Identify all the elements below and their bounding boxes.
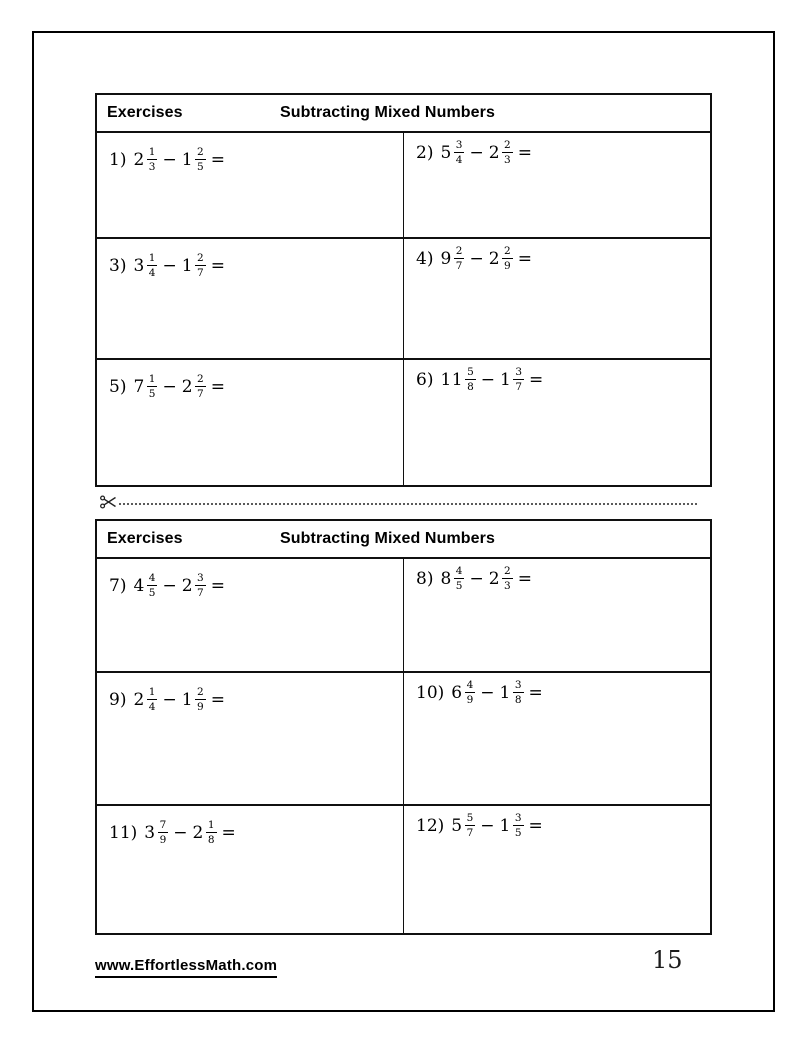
whole-number: 2 <box>133 149 145 170</box>
mixed-number-subtrahend <box>181 373 208 400</box>
problem-cell <box>403 237 710 358</box>
equals-sign: = <box>528 682 543 703</box>
equals-sign: = <box>517 142 532 163</box>
problem-cell <box>403 804 710 933</box>
fraction <box>513 813 524 838</box>
fraction <box>195 374 206 399</box>
mixed-number-minuend <box>133 686 159 713</box>
fraction-denominator: 5 <box>514 826 522 839</box>
exercise-table-bottom <box>95 519 712 935</box>
fraction-denominator: 4 <box>148 266 156 279</box>
fraction-numerator: 4 <box>455 565 463 577</box>
fraction-numerator: 1 <box>148 146 156 158</box>
problem-cell <box>403 559 710 671</box>
whole-number: 2 <box>133 689 145 710</box>
problem-cell <box>97 358 403 485</box>
whole-number: 1 <box>181 255 194 276</box>
whole-number: 6 <box>451 682 463 703</box>
mixed-number-subtrahend <box>181 686 208 713</box>
whole-number: 1 <box>181 149 194 170</box>
fraction-numerator: 3 <box>197 572 204 584</box>
problem-grid <box>97 133 710 485</box>
exercise-table-top <box>95 93 712 487</box>
whole-number: 1 <box>500 369 512 390</box>
fraction-numerator: 2 <box>197 373 204 385</box>
whole-number: 2 <box>488 142 501 163</box>
fraction-numerator: 2 <box>504 139 511 151</box>
problem-number: 6) <box>416 369 434 390</box>
mixed-number-minuend <box>440 565 466 592</box>
minus-operator: − <box>480 815 495 836</box>
fraction <box>502 140 513 165</box>
fraction <box>454 246 465 271</box>
whole-number: 2 <box>181 575 194 596</box>
fraction-denominator: 9 <box>466 693 474 706</box>
worksheet-title: Subtracting Mixed Numbers <box>280 530 495 547</box>
fraction-denominator: 9 <box>504 259 511 272</box>
fraction <box>513 367 524 392</box>
fraction-numerator: 3 <box>514 679 522 691</box>
minus-operator: − <box>162 689 177 710</box>
problem-cell <box>403 133 710 237</box>
minus-operator: − <box>162 376 177 397</box>
fraction-numerator: 1 <box>207 819 215 831</box>
mixed-number-subtrahend <box>181 572 208 599</box>
equals-sign: = <box>210 149 225 170</box>
fraction-denominator: 5 <box>148 586 156 599</box>
whole-number: 2 <box>181 376 194 397</box>
whole-number: 9 <box>440 248 452 269</box>
fraction <box>513 680 524 705</box>
problem-number: 10) <box>416 682 445 703</box>
fraction-numerator: 4 <box>466 679 474 691</box>
fraction-numerator: 2 <box>197 686 204 698</box>
fraction-denominator: 5 <box>197 160 204 173</box>
dotted-cut-line <box>119 503 697 505</box>
whole-number: 5 <box>451 815 463 836</box>
mixed-number-subtrahend <box>488 565 515 592</box>
fraction-denominator: 7 <box>455 259 463 272</box>
problem-cell <box>97 237 403 358</box>
mixed-number-minuend <box>451 812 477 839</box>
mixed-number-minuend <box>133 146 159 173</box>
problem-cell <box>97 559 403 671</box>
fraction <box>147 374 158 399</box>
problem-number: 12) <box>416 815 445 836</box>
fraction-numerator: 2 <box>504 565 511 577</box>
problem-cell <box>97 133 403 237</box>
problem-cell <box>403 671 710 804</box>
problem-cell <box>403 358 710 485</box>
problem-number: 3) <box>109 255 127 276</box>
fraction <box>195 573 206 598</box>
mixed-number-minuend <box>440 366 477 393</box>
mixed-number-subtrahend <box>500 366 526 393</box>
minus-operator: − <box>469 568 484 589</box>
whole-number: 11 <box>440 369 464 390</box>
fraction <box>158 820 169 845</box>
mixed-number-subtrahend <box>181 146 208 173</box>
fraction-denominator: 8 <box>467 380 474 393</box>
fraction <box>147 253 158 278</box>
fraction-denominator: 8 <box>514 693 522 706</box>
fraction-numerator: 3 <box>514 812 522 824</box>
whole-number: 2 <box>488 248 501 269</box>
fraction <box>147 573 158 598</box>
table-header <box>97 95 710 133</box>
mixed-number-subtrahend <box>181 252 208 279</box>
fraction-denominator: 4 <box>455 153 463 166</box>
mixed-number-minuend <box>440 245 466 272</box>
fraction <box>465 367 476 392</box>
fraction-denominator: 9 <box>197 700 204 713</box>
cut-here-line <box>100 494 697 510</box>
minus-operator: − <box>469 142 484 163</box>
equals-sign: = <box>221 822 236 843</box>
minus-operator: − <box>469 248 484 269</box>
fraction <box>195 687 206 712</box>
problem-number: 4) <box>416 248 434 269</box>
mixed-number-minuend <box>133 252 159 279</box>
whole-number: 7 <box>133 376 145 397</box>
fraction-numerator: 3 <box>455 139 463 151</box>
fraction-numerator: 5 <box>467 366 474 378</box>
problem-number: 11) <box>109 822 138 843</box>
fraction <box>195 253 206 278</box>
fraction <box>147 147 158 172</box>
fraction-numerator: 1 <box>148 686 156 698</box>
fraction <box>454 566 465 591</box>
worksheet-title: Subtracting Mixed Numbers <box>280 104 495 121</box>
fraction-numerator: 1 <box>148 252 156 264</box>
problem-number: 7) <box>109 575 127 596</box>
scissors-icon <box>100 495 117 509</box>
fraction-denominator: 4 <box>148 700 156 713</box>
fraction-numerator: 4 <box>148 572 156 584</box>
problem-number: 2) <box>416 142 434 163</box>
fraction-denominator: 3 <box>148 160 156 173</box>
whole-number: 2 <box>488 568 501 589</box>
fraction <box>465 813 476 838</box>
fraction-denominator: 7 <box>197 586 204 599</box>
equals-sign: = <box>528 815 543 836</box>
minus-operator: − <box>480 369 496 390</box>
fraction-denominator: 7 <box>197 266 204 279</box>
problem-number: 1) <box>109 149 127 170</box>
exercises-label: Exercises <box>107 104 183 121</box>
fraction <box>465 680 476 705</box>
whole-number: 2 <box>192 822 204 843</box>
fraction <box>502 246 513 271</box>
fraction-numerator: 7 <box>159 819 167 831</box>
problem-number: 8) <box>416 568 434 589</box>
equals-sign: = <box>517 568 532 589</box>
minus-operator: − <box>162 575 177 596</box>
mixed-number-minuend <box>133 572 159 599</box>
whole-number: 1 <box>499 815 511 836</box>
fraction <box>502 566 513 591</box>
whole-number: 8 <box>440 568 452 589</box>
equals-sign: = <box>210 689 225 710</box>
problem-number: 9) <box>109 689 127 710</box>
whole-number: 1 <box>181 689 194 710</box>
exercises-label: Exercises <box>107 530 183 547</box>
minus-operator: − <box>162 255 177 276</box>
fraction-numerator: 2 <box>504 245 511 257</box>
fraction-denominator: 7 <box>515 380 523 393</box>
mixed-number-minuend <box>133 373 159 400</box>
whole-number: 4 <box>133 575 145 596</box>
equals-sign: = <box>529 369 544 390</box>
whole-number: 5 <box>440 142 452 163</box>
table-header <box>97 521 710 559</box>
equals-sign: = <box>210 575 225 596</box>
website-link[interactable]: www.EffortlessMath.com <box>95 957 277 978</box>
fraction-denominator: 3 <box>504 153 511 166</box>
page-number: 15 <box>652 946 683 974</box>
mixed-number-minuend <box>144 819 170 846</box>
fraction-numerator: 3 <box>515 366 523 378</box>
fraction-numerator: 2 <box>197 252 204 264</box>
whole-number: 3 <box>133 255 145 276</box>
mixed-number-subtrahend <box>499 679 526 706</box>
fraction-numerator: 2 <box>197 146 204 158</box>
fraction <box>206 820 217 845</box>
equals-sign: = <box>210 255 225 276</box>
whole-number: 3 <box>144 822 156 843</box>
minus-operator: − <box>162 149 177 170</box>
mixed-number-minuend <box>440 139 466 166</box>
fraction-denominator: 7 <box>197 387 204 400</box>
fraction-denominator: 5 <box>148 387 156 400</box>
fraction <box>454 140 465 165</box>
fraction-numerator: 5 <box>466 812 474 824</box>
fraction <box>195 147 206 172</box>
fraction-denominator: 5 <box>455 579 463 592</box>
problem-cell <box>97 804 403 933</box>
problem-number: 5) <box>109 376 127 397</box>
mixed-number-minuend <box>451 679 477 706</box>
fraction-denominator: 7 <box>466 826 474 839</box>
problem-grid <box>97 559 710 933</box>
mixed-number-subtrahend <box>488 139 515 166</box>
mixed-number-subtrahend <box>192 819 219 846</box>
whole-number: 1 <box>499 682 511 703</box>
fraction-denominator: 9 <box>159 833 167 846</box>
mixed-number-subtrahend <box>488 245 515 272</box>
equals-sign: = <box>517 248 532 269</box>
fraction <box>147 687 158 712</box>
mixed-number-subtrahend <box>499 812 526 839</box>
fraction-numerator: 2 <box>455 245 463 257</box>
fraction-numerator: 1 <box>148 373 156 385</box>
minus-operator: − <box>480 682 495 703</box>
problem-cell <box>97 671 403 804</box>
equals-sign: = <box>210 376 225 397</box>
fraction-denominator: 3 <box>504 579 511 592</box>
fraction-denominator: 8 <box>207 833 215 846</box>
minus-operator: − <box>173 822 188 843</box>
